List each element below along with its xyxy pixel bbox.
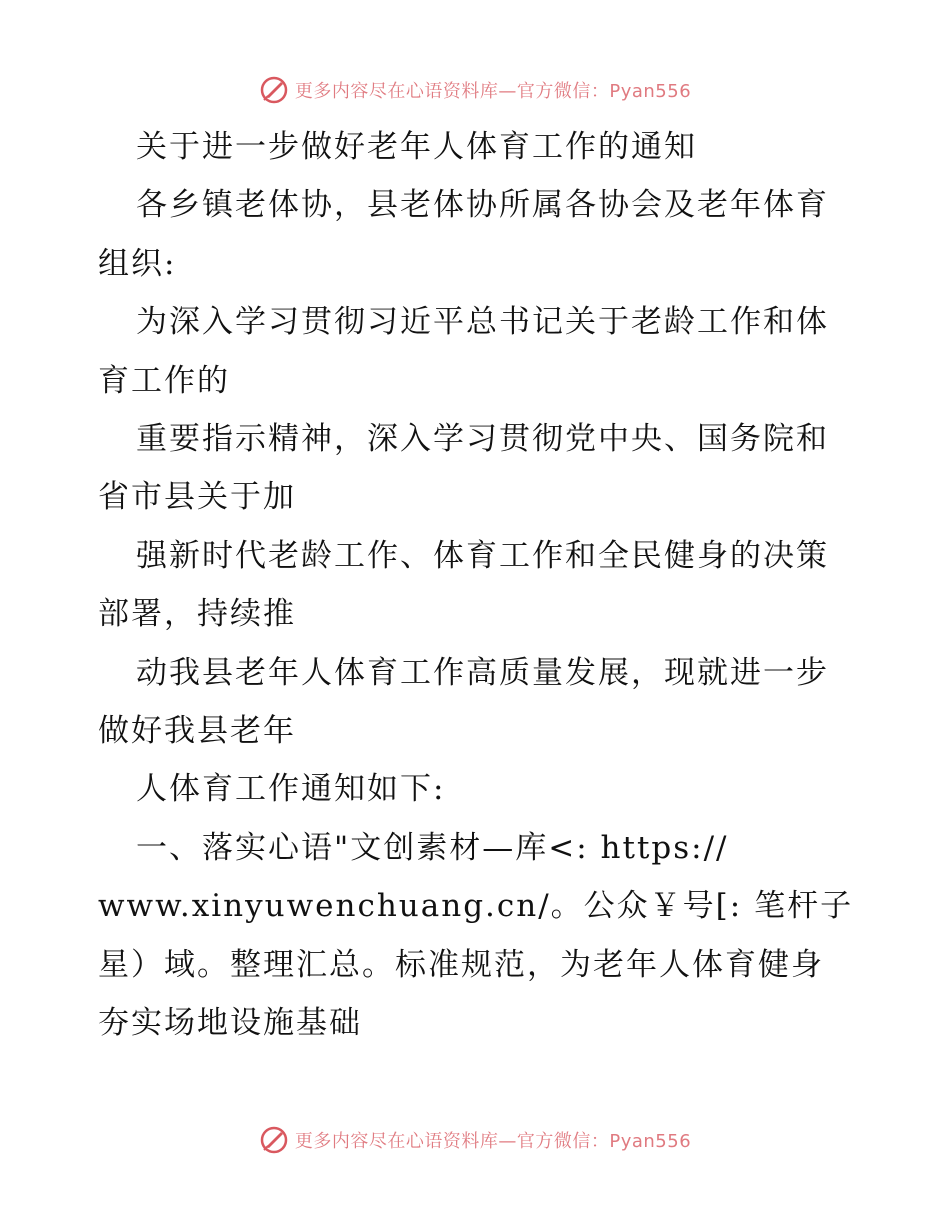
text-line: 人体育工作通知如下: xyxy=(136,771,446,808)
text-line: 动我县老年人体育工作高质量发展，现就进一步 xyxy=(136,654,829,691)
text-line: 各乡镇老体协，县老体协所属各协会及老年体育 xyxy=(136,187,829,224)
text-line: 组织: xyxy=(98,245,177,282)
quill-pen-logo-icon xyxy=(259,75,289,105)
watermark-text: 更多内容尽在心语资料库—官方微信：Pyan556 xyxy=(294,81,692,102)
text-line: 夯实场地设施基础 xyxy=(98,1005,362,1042)
text-line: 育工作的 xyxy=(98,362,230,399)
watermark-footer xyxy=(0,1122,950,1158)
text-line: www.xinyuwenchuang.cn/。公众￥号[: 笔杆子 xyxy=(98,888,854,925)
text-line: 做好我县老年 xyxy=(98,713,296,750)
text-line: 部署，持续推 xyxy=(98,596,296,633)
watermark-header xyxy=(0,72,950,108)
section-heading: 一、落实心语"文创素材—库<: https:// xyxy=(136,829,729,866)
quill-pen-logo-icon xyxy=(259,1125,289,1155)
text-line: 强新时代老龄工作、体育工作和全民健身的决策 xyxy=(136,537,829,574)
text-line: 星）域。整理汇总。标准规范，为老年人体育健身 xyxy=(98,946,824,983)
text-line: 省市县关于加 xyxy=(98,479,296,516)
watermark-text: 更多内容尽在心语资料库—官方微信：Pyan556 xyxy=(294,1131,692,1152)
text-line: 为深入学习贯彻习近平总书记关于老龄工作和体 xyxy=(136,304,829,341)
document-body xyxy=(98,118,868,1053)
text-line: 重要指示精神，深入学习贯彻党中央、国务院和 xyxy=(136,421,829,458)
document-title: 关于进一步做好老年人体育工作的通知 xyxy=(136,129,697,165)
